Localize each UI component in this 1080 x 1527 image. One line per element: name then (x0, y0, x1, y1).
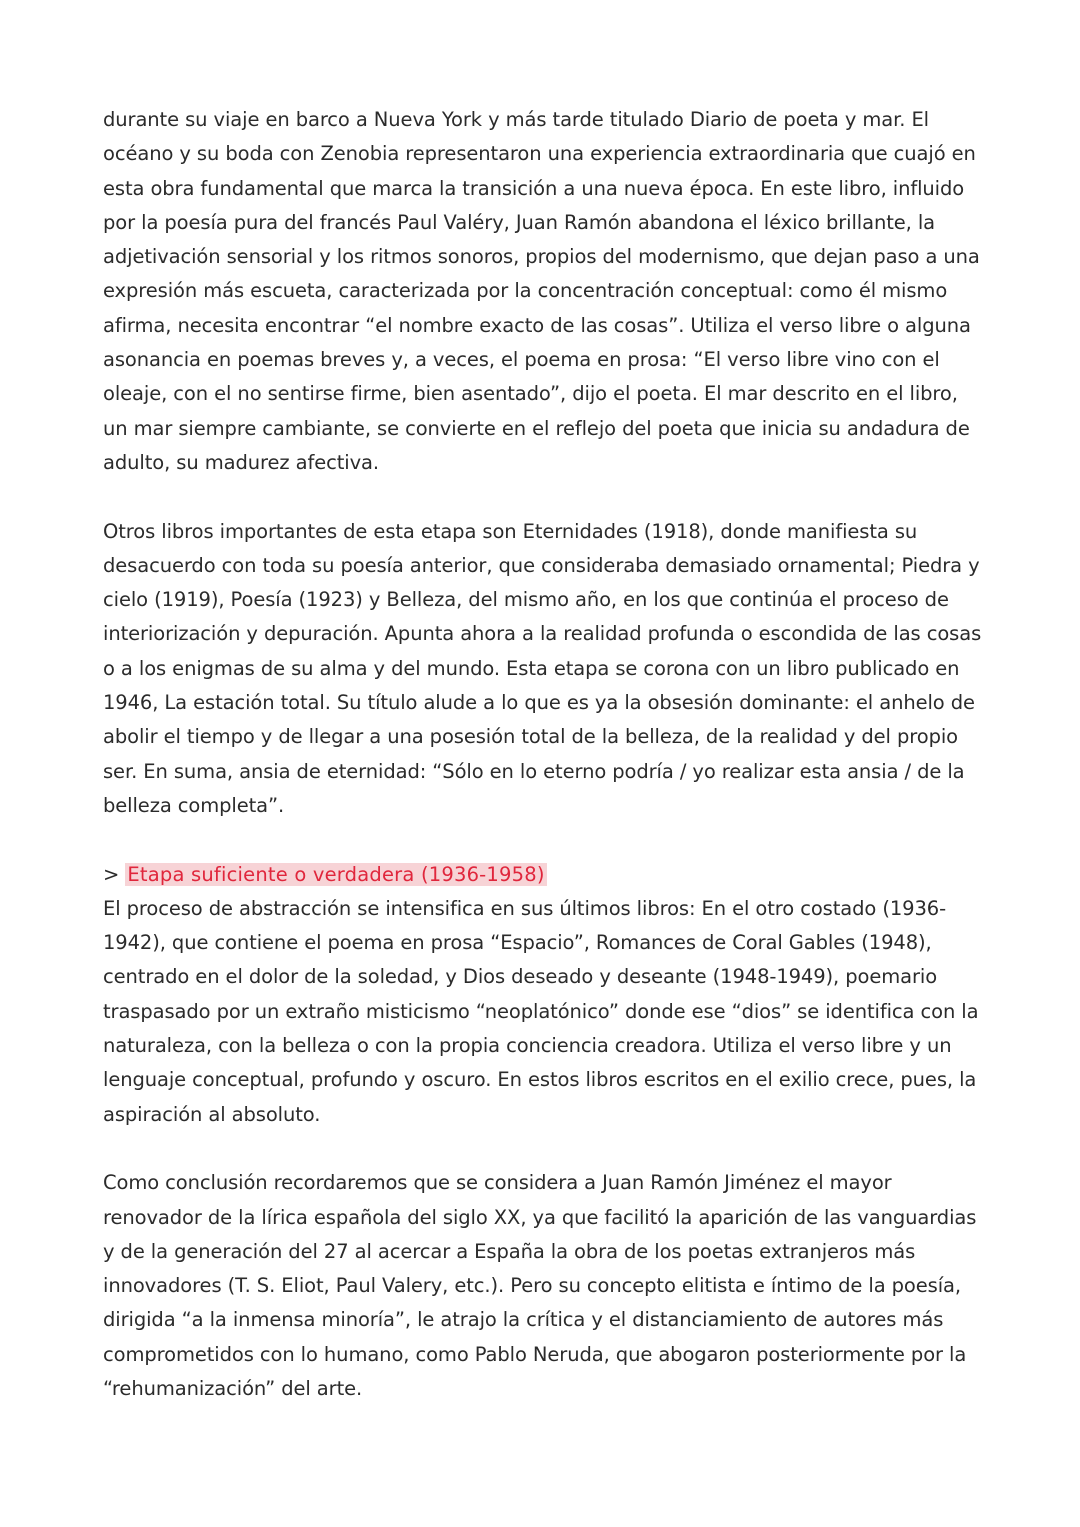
paragraph-spacer (103, 823, 983, 857)
paragraph-proceso-abstraccion: El proceso de abstracción se intensifica en sus últimos libros: En el otro costado (1936-1942), que contiene el poema en prosa “Espacio”, Romances de Coral Gables (1948), centrado en el dolor de la soledad, y Dios deseado y deseante (1948-1949), poemario traspasado por un extraño misticismo “neoplatónico” donde ese “dios” se identifica con la naturaleza, con la belleza o con la propia conciencia creadora. Utiliza el verso libre y un lenguaje conceptual, profundo y oscuro. En estos libros escritos en el exilio crece, pues, la aspiración al absoluto. (103, 896, 979, 1126)
paragraph-spacer (103, 1132, 983, 1166)
paragraph-spacer (103, 480, 983, 514)
paragraph-conclusion: Como conclusión recordaremos que se considera a Juan Ramón Jiménez el mayor renovador de la lírica española del siglo XX, ya que facilitó la aparición de las vanguardias y de la generación del 27 al acercar a España la obra de los poetas extranjeros más innovadores (T. S. Eliot, Paul Valery, etc.). Pero su concepto elitista e íntimo de la poesía, dirigida “a la inmensa minoría”, le atrajo la crítica y el distanciamiento de autores más comprometidos con lo humano, como Pablo Neruda, que abogaron posteriormente por la “rehumanización” del arte. (103, 1171, 977, 1400)
document-page (103, 103, 983, 1406)
paragraph-diario-de-poeta: durante su viaje en barco a Nueva York y más tarde titulado Diario de poeta y mar. El océano y su boda con Zenobia representaron una experiencia extraordinaria que cuajó en esta obra fundamental que marca la transición a una nueva época. En este libro, influido por la poesía pura del francés Paul Valéry, Juan Ramón abandona el léxico brillante, la adjetivación sensorial y los ritmos sonoros, propios del modernismo, que dejan paso a una expresión más escueta, caracterizada por la concentración conceptual: como él mismo afirma, necesita encontrar “el nombre exacto de las cosas”. Utiliza el verso libre o alguna asonancia en poemas breves y, a veces, el poema en prosa: “El verso libre vino con el oleaje, con el no sentirse firme, bien asentado”, dijo el poeta. El mar descrito en el libro, un mar siempre cambiante, se convierte en el reflejo del poeta que inicia su andadura de adulto, su madurez afectiva. (103, 108, 980, 474)
section-heading (103, 858, 983, 892)
heading-marker: > (103, 862, 120, 886)
paragraph-otros-libros: Otros libros importantes de esta etapa son Eternidades (1918), donde manifiesta su desacuerdo con toda su poesía anterior, que consideraba demasiado ornamental; Piedra y cielo (1919), Poesía (1923) y Belleza, del mismo año, en los que continúa el proceso de interiorización y depuración. Apunta ahora a la realidad profunda o escondida de las cosas o a los enigmas de su alma y del mundo. Esta etapa se corona con un libro publicado en 1946, La estación total. Su título alude a lo que es ya la obsesión dominante: el anhelo de abolir el tiempo y de llegar a una posesión total de la belleza, de la realidad y del propio ser. En suma, ansia de eternidad: “Sólo en lo eterno podría / yo realizar esta ansia / de la belleza completa”. (103, 519, 982, 817)
heading-title: Etapa suficiente o verdadera (1936-1958) (127, 862, 545, 886)
